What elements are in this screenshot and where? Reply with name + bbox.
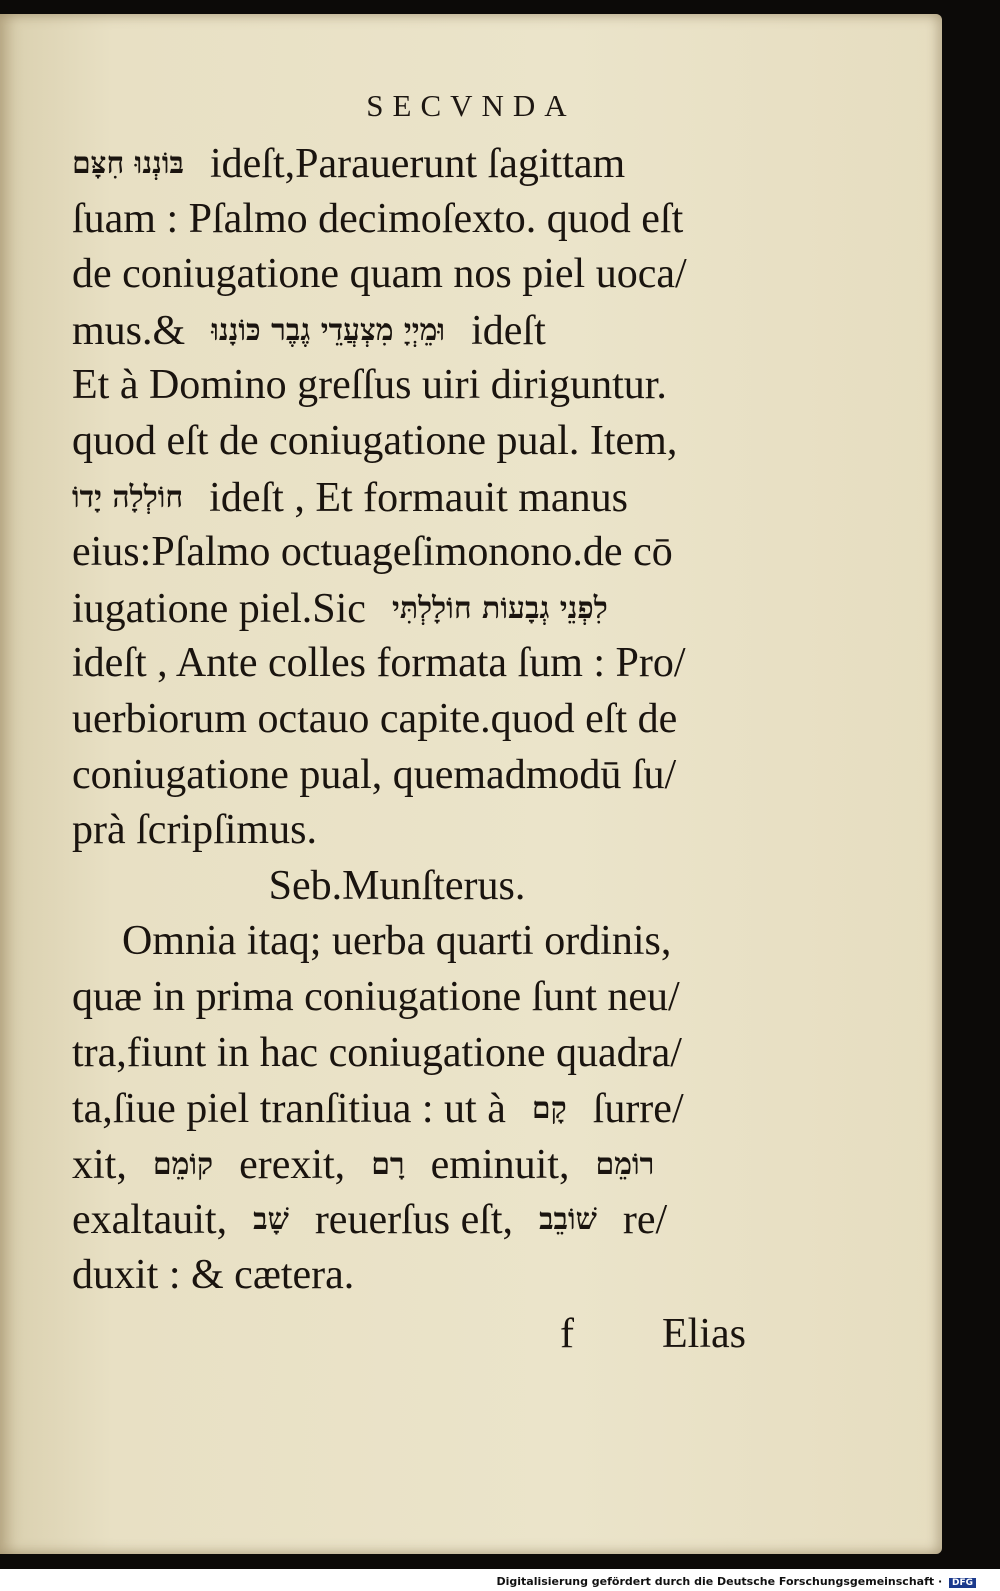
page-header: SECVNDA (366, 88, 576, 123)
funding-notice: Digitalisierung gefördert durch die Deutsche Forschungsgemeinschaft · DFG (492, 1574, 980, 1589)
text-line: uerbiorum octauo capite.quod eſt de (72, 695, 678, 742)
author-heading: Seb.Munſterus. (268, 862, 526, 909)
book-page (0, 14, 942, 1554)
text-line: quæ in prima coniugatione ſunt neu/ (72, 973, 680, 1020)
text-line: eius:Pſalmo octuageſimonono.de cō (72, 529, 673, 576)
text-line: iugatione piel.Sic לִפְנֵי גְבָעוֹת חוֹלָלְתִּי (72, 585, 608, 632)
text-line: coniugatione pual, quemadmodū ſu/ (72, 751, 677, 798)
bleed-through-text (60, 844, 70, 888)
text-line: tra,fiunt in hac coniugatione quadra/ (72, 1029, 682, 1076)
text-line: de coniugatione quam nos piel uoca/ (72, 251, 687, 298)
dfg-logo: DFG (949, 1578, 976, 1588)
signature-mark: f (560, 1311, 574, 1357)
body-text (72, 136, 772, 1303)
text-line: בּוֹנְנוּ חִצָּם ideſt,Parauerunt ſagittam (72, 141, 626, 187)
text-line: Et à Domino greſſus uiri diriguntur. (72, 362, 667, 409)
text-line: ta,ſiue piel tranſitiua : ut à קָם ſurre/ (72, 1086, 684, 1133)
catchword: Elias (662, 1311, 746, 1357)
text-line: mus.& וּמֵיְיָ מִצְעֲדֵי גֶבֶר כּוֹנָנוּ ideſt (72, 307, 546, 354)
text-line: ideſt , Ante colles formata ſum : Pro/ (72, 640, 686, 687)
text-line: חוֹלְלָה יָדוֹ ideſt , Et formauit manus (72, 474, 628, 521)
text-line: Omnia itaq; uerba quarti ordinis, (122, 918, 672, 965)
text-line: duxit : & cætera. (72, 1251, 355, 1298)
text-line: xit, קוֹמֵם erexit, רָם eminuit, רוֹמֵם (72, 1141, 655, 1188)
text-line: quod eſt de coniugatione pual. Item, (72, 417, 678, 464)
text-line: prà ſcripſimus. (72, 807, 317, 854)
text-line: ſuam : Pſalmo decimoſexto. quod eſt (72, 195, 684, 242)
text-line: exaltauit, שָׁב reuerſus eſt, שׁוֹבֵב re/ (72, 1197, 668, 1244)
